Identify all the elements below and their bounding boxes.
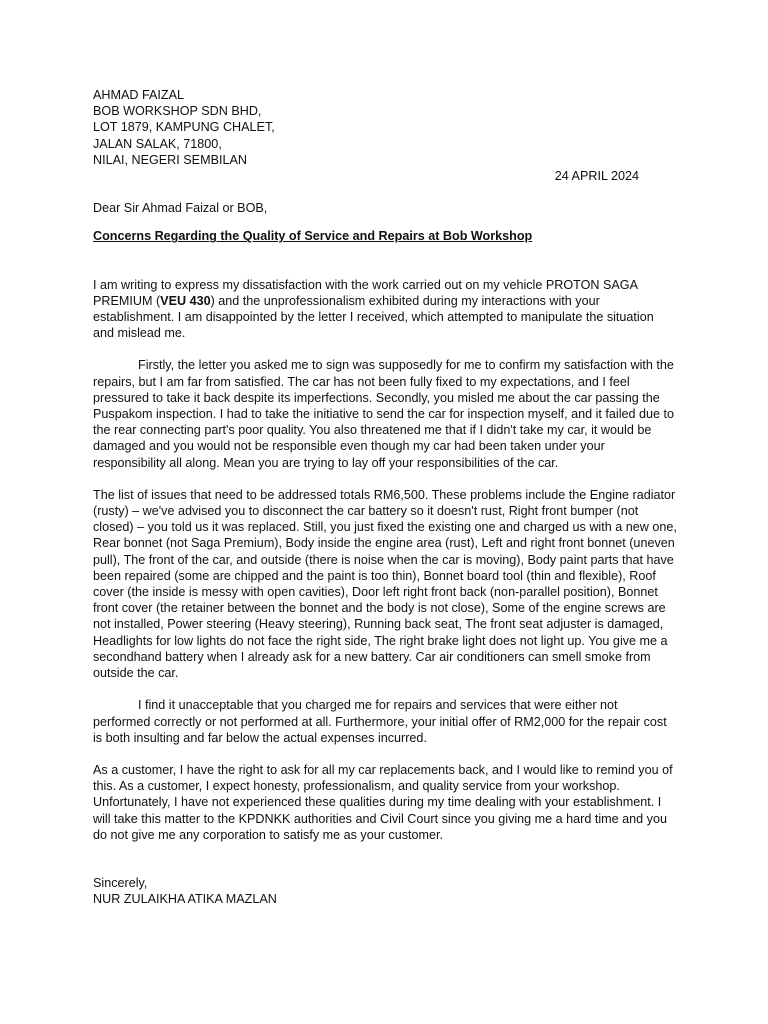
recipient-address-line-1: LOT 1879, KAMPUNG CHALET, [93,120,275,135]
letter [93,87,677,907]
paragraph-2: Firstly, the letter you asked me to sign was supposedly for me to confirm my satisfaction with the repairs, but I am far from satisfied. The car has not been fully fixed to my expectations, and I feel pressured to take it back despite its imperfections. Secondly, you misled me about the car passing the Puspakom inspection. I had to take the initiative to send the car for inspection myself, and it failed due to the rear connecting part's poor quality. You also threatened me that if I didn't take my car, it would be damaged and you would not be responsible even though my car had been taken under your responsibility all along. Mean you are trying to lay off your responsibilities of the car. [93,358,675,470]
paragraph-4: I find it unacceptable that you charged me for repairs and services that were either not performed correctly or not performed at all. Furthermore, your initial offer of RM2,000 for the repair cost is both insulting and far below the actual expenses incurred. [93,698,667,745]
paragraph-5: As a customer, I have the right to ask for all my car replacements back, and I would like to remind you of this. As a customer, I expect honesty, professionalism, and quality service from your workshop. Unfortunately, I have not experienced these qualities during my time dealing with your establishment. I will take this matter to the KPDNKK authorities and Civil Court since you giving me a hard time and you do not give me any corporation to satisfy me as your customer. [93,762,673,842]
recipient-address-line-2: JALAN SALAK, 71800, [93,136,222,151]
letter-date: 24 APRIL 2024 [554,169,639,184]
subject-line: Concerns Regarding the Quality of Service and Repairs at Bob Workshop [93,229,533,244]
recipient-address [93,87,677,168]
recipient-company: BOB WORKSHOP SDN BHD, [93,104,262,119]
paragraph-1-text-b: ) and the unprofessionalism exhibited during my interactions with your establishment. I am disappointed by the letter I received, which attempted to manipulate the situation and mislead me. [93,293,654,341]
paragraph-3: The list of issues that need to be addressed totals RM6,500. These problems include the Engine radiator (rusty) – we've advised you to disconnect the car battery so it doesn't rust, Right front bumper (not closed) – you told us it was replaced. Still, you just fixed the existing one and charged us with a new one, Rear bonnet (not Saga Premium), Body inside the engine area (rust), Left and right front bonnet (uneven pull), The front of the car, and outside (there is noise when the car is moving), Body paint parts that have been repaired (some are chipped and the paint is too thin), Bonnet board tool (thin and flexible), Roof cover (the inside is messy with open cavities), Door left right front back (non-parallel position), Bonnet front cover (the retainer between the bonnet and the body is not close), Some of the engine screws are not installed, Power steering (Heavy steering), Running back seat, The front seat adjuster is damaged, Headlights for low lights do not face the right side, The right brake light does not light up. You give me a secondhand battery when I already ask for a new battery. Car air conditioners can smell smoke from outside the car. [93,487,677,681]
paragraph-1-text-a: I am writing to express my dissatisfaction with the work carried out on my vehicle PROTON SAGA PREMIUM ( [93,277,638,308]
salutation: Dear Sir Ahmad Faizal or BOB, [93,201,268,216]
valediction: Sincerely, [93,875,148,890]
recipient-address-line-3: NILAI, NEGERI SEMBILAN [93,152,247,167]
paragraph-1 [93,277,677,342]
closing [93,875,677,907]
sender-name: NUR ZULAIKHA ATIKA MAZLAN [93,892,277,907]
recipient-name: AHMAD FAIZAL [93,88,184,102]
vehicle-plate: VEU 430 [160,293,211,308]
